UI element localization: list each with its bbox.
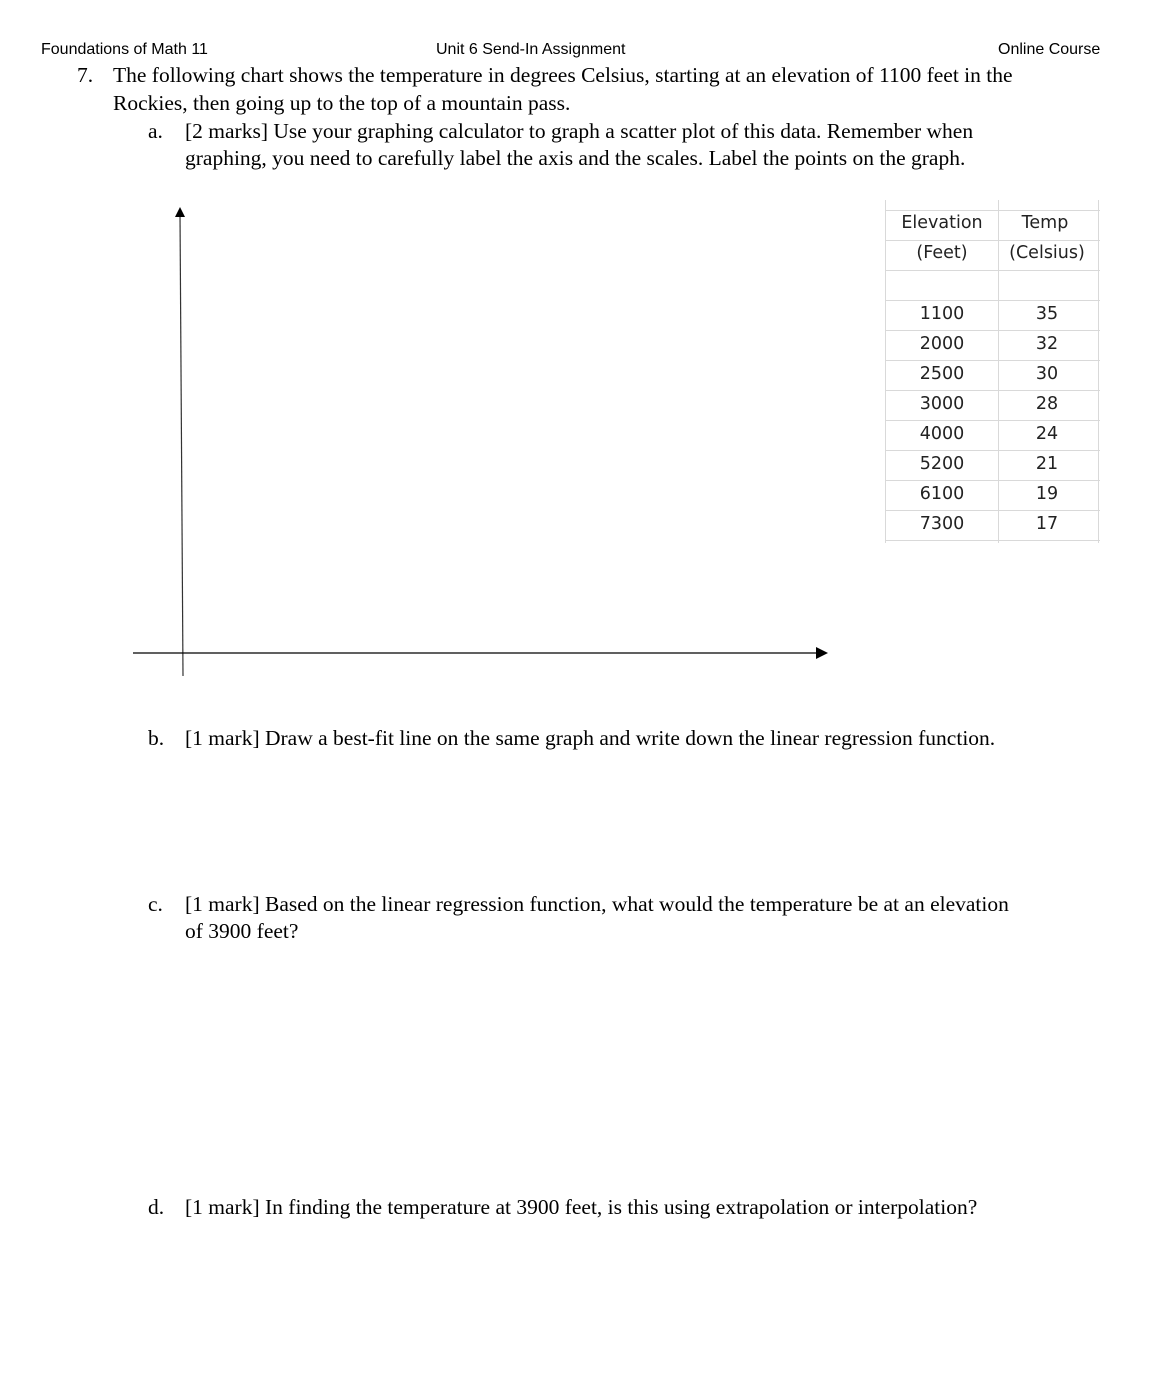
temp-cell: 21 xyxy=(1035,454,1059,474)
part-b-label: b. xyxy=(148,726,165,750)
assignment-title: Unit 6 Send-In Assignment xyxy=(436,41,626,58)
part-a-label: a. xyxy=(148,119,163,143)
y-axis xyxy=(180,214,183,676)
question-text-line2: Rockies, then going up to the top of a mountain pass. xyxy=(113,91,571,115)
elevation-cell: 1100 xyxy=(919,304,965,324)
question-text-line1: The following chart shows the temperature in degrees Celsius, starting at an elevation of 1100 feet in the xyxy=(113,63,1013,87)
elevation-cell: 7300 xyxy=(919,514,965,534)
elevation-cell: 3000 xyxy=(919,394,965,414)
temp-cell: 35 xyxy=(1035,304,1059,324)
elevation-cell: 6100 xyxy=(919,484,965,504)
part-c-line2: of 3900 feet? xyxy=(185,919,299,943)
temp-cell: 24 xyxy=(1035,424,1059,444)
part-d-line1: [1 mark] In finding the temperature at 3900 feet, is this using extrapolation or interpolation? xyxy=(185,1195,978,1219)
course-name: Foundations of Math 11 xyxy=(41,41,208,58)
elevation-cell: 4000 xyxy=(919,424,965,444)
part-c-label: c. xyxy=(148,892,163,916)
elevation-cell: 5200 xyxy=(919,454,965,474)
course-type: Online Course xyxy=(998,41,1101,58)
part-a-line1: [2 marks] Use your graphing calculator to graph a scatter plot of this data. Remember when xyxy=(185,119,974,143)
part-c-line1: [1 mark] Based on the linear regression function, what would the temperature be at an elevation xyxy=(185,892,1009,916)
blank-graph-axes xyxy=(0,0,860,700)
temp-cell: 19 xyxy=(1035,484,1059,504)
temp-cell: 28 xyxy=(1035,394,1059,414)
header-elevation: Elevation xyxy=(901,213,983,233)
y-axis-arrow-icon xyxy=(175,207,185,217)
question-number: 7. xyxy=(77,63,94,87)
part-b-line1: [1 mark] Draw a best-fit line on the same graph and write down the linear regression function. xyxy=(185,726,996,750)
header-temp: Temp xyxy=(1021,213,1069,233)
temp-cell: 17 xyxy=(1035,514,1059,534)
temp-cell: 30 xyxy=(1035,364,1059,384)
x-axis-arrow-icon xyxy=(816,647,828,659)
part-d-label: d. xyxy=(148,1195,165,1219)
temp-cell: 32 xyxy=(1035,334,1059,354)
elevation-cell: 2500 xyxy=(919,364,965,384)
part-a-line2: graphing, you need to carefully label the axis and the scales. Label the points on the graph. xyxy=(185,146,966,170)
elevation-cell: 2000 xyxy=(919,334,965,354)
header-temp-unit: (Celsius) xyxy=(1009,243,1085,263)
header-elevation-unit: (Feet) xyxy=(916,243,968,263)
